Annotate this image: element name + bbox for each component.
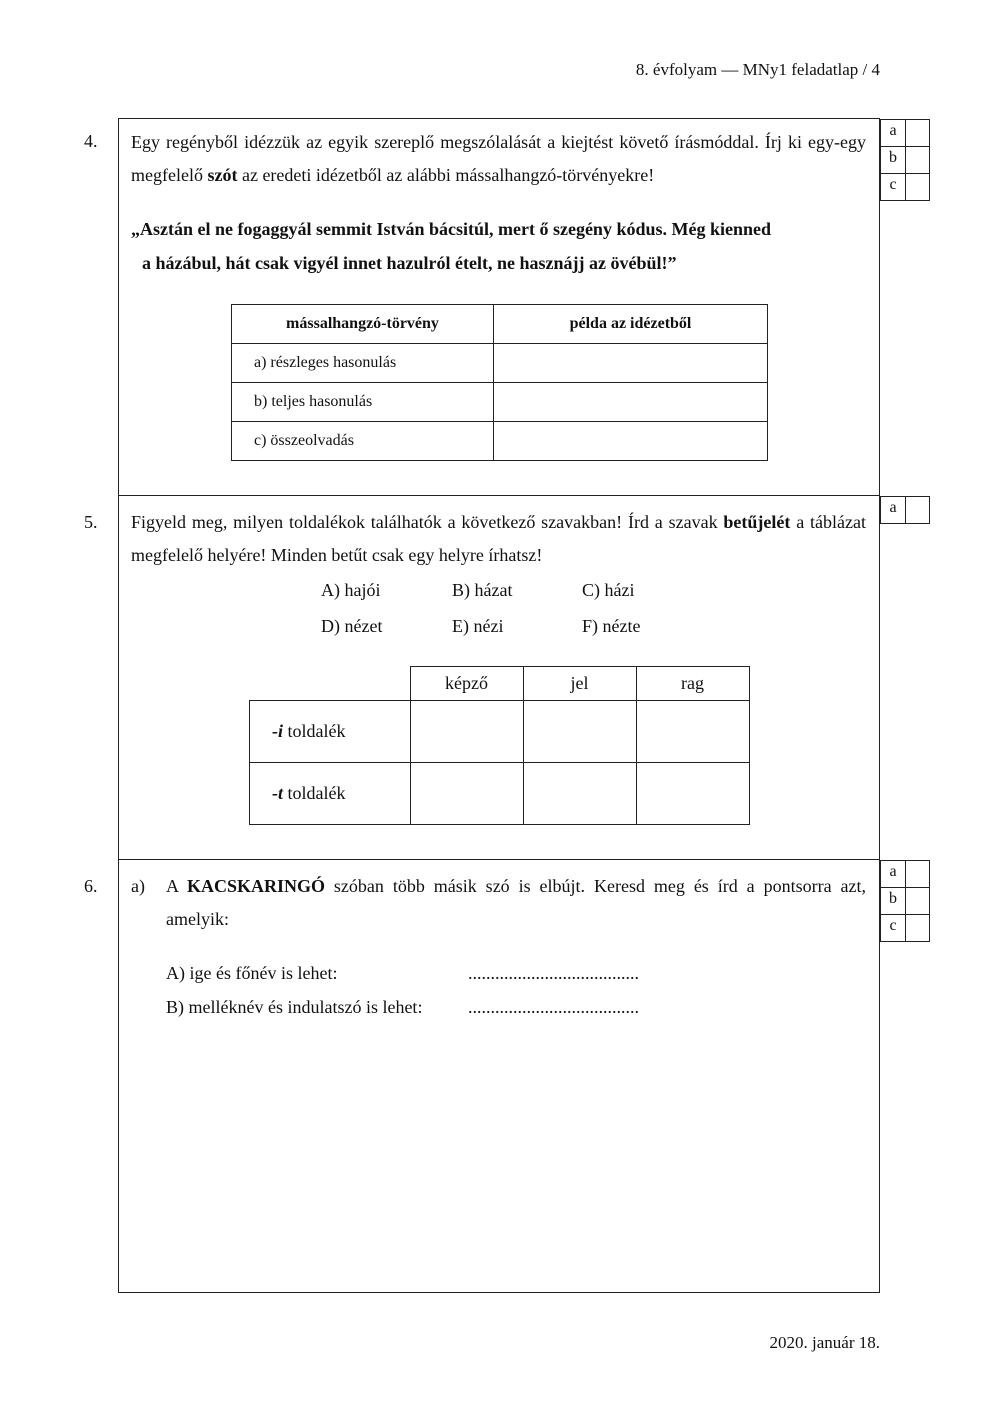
- word-item: F) nézte: [582, 616, 641, 636]
- answer-blank[interactable]: ......................................: [468, 963, 639, 983]
- score-cell[interactable]: [906, 888, 930, 915]
- consonant-law-table: [231, 304, 768, 461]
- answer-cell[interactable]: [410, 701, 523, 763]
- table-header: példa az idézetből: [494, 305, 768, 344]
- score-label: b: [881, 147, 906, 174]
- answer-cell[interactable]: [523, 701, 636, 763]
- score-label: b: [881, 888, 906, 915]
- score-cell[interactable]: [906, 147, 930, 174]
- table-row-label: b) teljes hasonulás: [232, 383, 494, 422]
- score-box: [880, 860, 930, 942]
- score-cell[interactable]: [906, 174, 930, 201]
- answer-cell[interactable]: [410, 763, 523, 825]
- answer-cell[interactable]: [523, 763, 636, 825]
- table-header: mássalhangzó-törvény: [232, 305, 494, 344]
- subquestion-label: a): [131, 876, 145, 896]
- word-item: D) nézet: [321, 616, 383, 636]
- score-label: a: [881, 861, 906, 888]
- table-header: képző: [410, 667, 523, 701]
- score-cell[interactable]: [906, 497, 930, 524]
- word-item: C) házi: [582, 580, 635, 600]
- score-box: [880, 119, 930, 201]
- word-item: A) hajói: [321, 580, 381, 600]
- question-number: 6.: [84, 876, 98, 896]
- option-label: A) ige és főnév is lehet:: [166, 963, 338, 983]
- answer-cell[interactable]: [494, 344, 768, 383]
- table-row-label: a) részleges hasonulás: [232, 344, 494, 383]
- table-header: rag: [636, 667, 749, 701]
- score-label: c: [881, 915, 906, 942]
- score-label: c: [881, 174, 906, 201]
- table-row-label: c) összeolvadás: [232, 422, 494, 461]
- question-number: 5.: [84, 512, 98, 532]
- answer-cell[interactable]: [494, 383, 768, 422]
- word-item: E) nézi: [452, 616, 504, 636]
- word-item: B) házat: [452, 580, 513, 600]
- empty-corner: [250, 667, 411, 701]
- question-6-text: A KACSKARINGÓ szóban több másik szó is elbújt. Keresd meg és írd a pontsorra azt, amelyik:: [166, 876, 866, 929]
- task-divider: [118, 495, 880, 496]
- page-footer: 2020. január 18.: [769, 1333, 880, 1352]
- task-divider: [118, 859, 880, 860]
- table-row-label: -t toldalék: [250, 763, 411, 825]
- quote: [131, 212, 866, 280]
- question-number: 4.: [84, 131, 98, 151]
- score-label: a: [881, 120, 906, 147]
- suffix-table: [249, 666, 750, 825]
- option-label: B) melléknév és indulatszó is lehet:: [166, 997, 423, 1017]
- answer-blank[interactable]: ......................................: [468, 997, 639, 1017]
- answer-cell[interactable]: [494, 422, 768, 461]
- answer-cell[interactable]: [636, 701, 749, 763]
- table-row-label: -i toldalék: [250, 701, 411, 763]
- question-4-text: Egy regényből idézzük az egyik szereplő megszólalását a kiejtést követő írásmóddal. Írj ki egy-egy megfelelő szót az eredeti idézetből az alábbi mássalhangzó-törvényekre!: [131, 132, 866, 185]
- score-cell[interactable]: [906, 120, 930, 147]
- answer-cell[interactable]: [636, 763, 749, 825]
- quote-line: „Asztán el ne fogaggyál semmit István bácsitúl, mert ő szegény kódus. Még kienned: [131, 219, 771, 239]
- table-header: jel: [523, 667, 636, 701]
- page-header: 8. évfolyam — MNy1 feladatlap / 4: [635, 60, 880, 79]
- score-box: [880, 496, 930, 524]
- question-5-text: Figyeld meg, milyen toldalékok találhatók a következő szavakban! Írd a szavak betűjelét a táblázat megfelelő helyére! Minden betűt csak egy helyre írhatsz!: [131, 512, 866, 565]
- quote-line: a házábul, hát csak vigyél innet hazulról ételt, ne hasznájj az övébül!”: [142, 253, 677, 273]
- score-cell[interactable]: [906, 915, 930, 942]
- score-label: a: [881, 497, 906, 524]
- score-cell[interactable]: [906, 861, 930, 888]
